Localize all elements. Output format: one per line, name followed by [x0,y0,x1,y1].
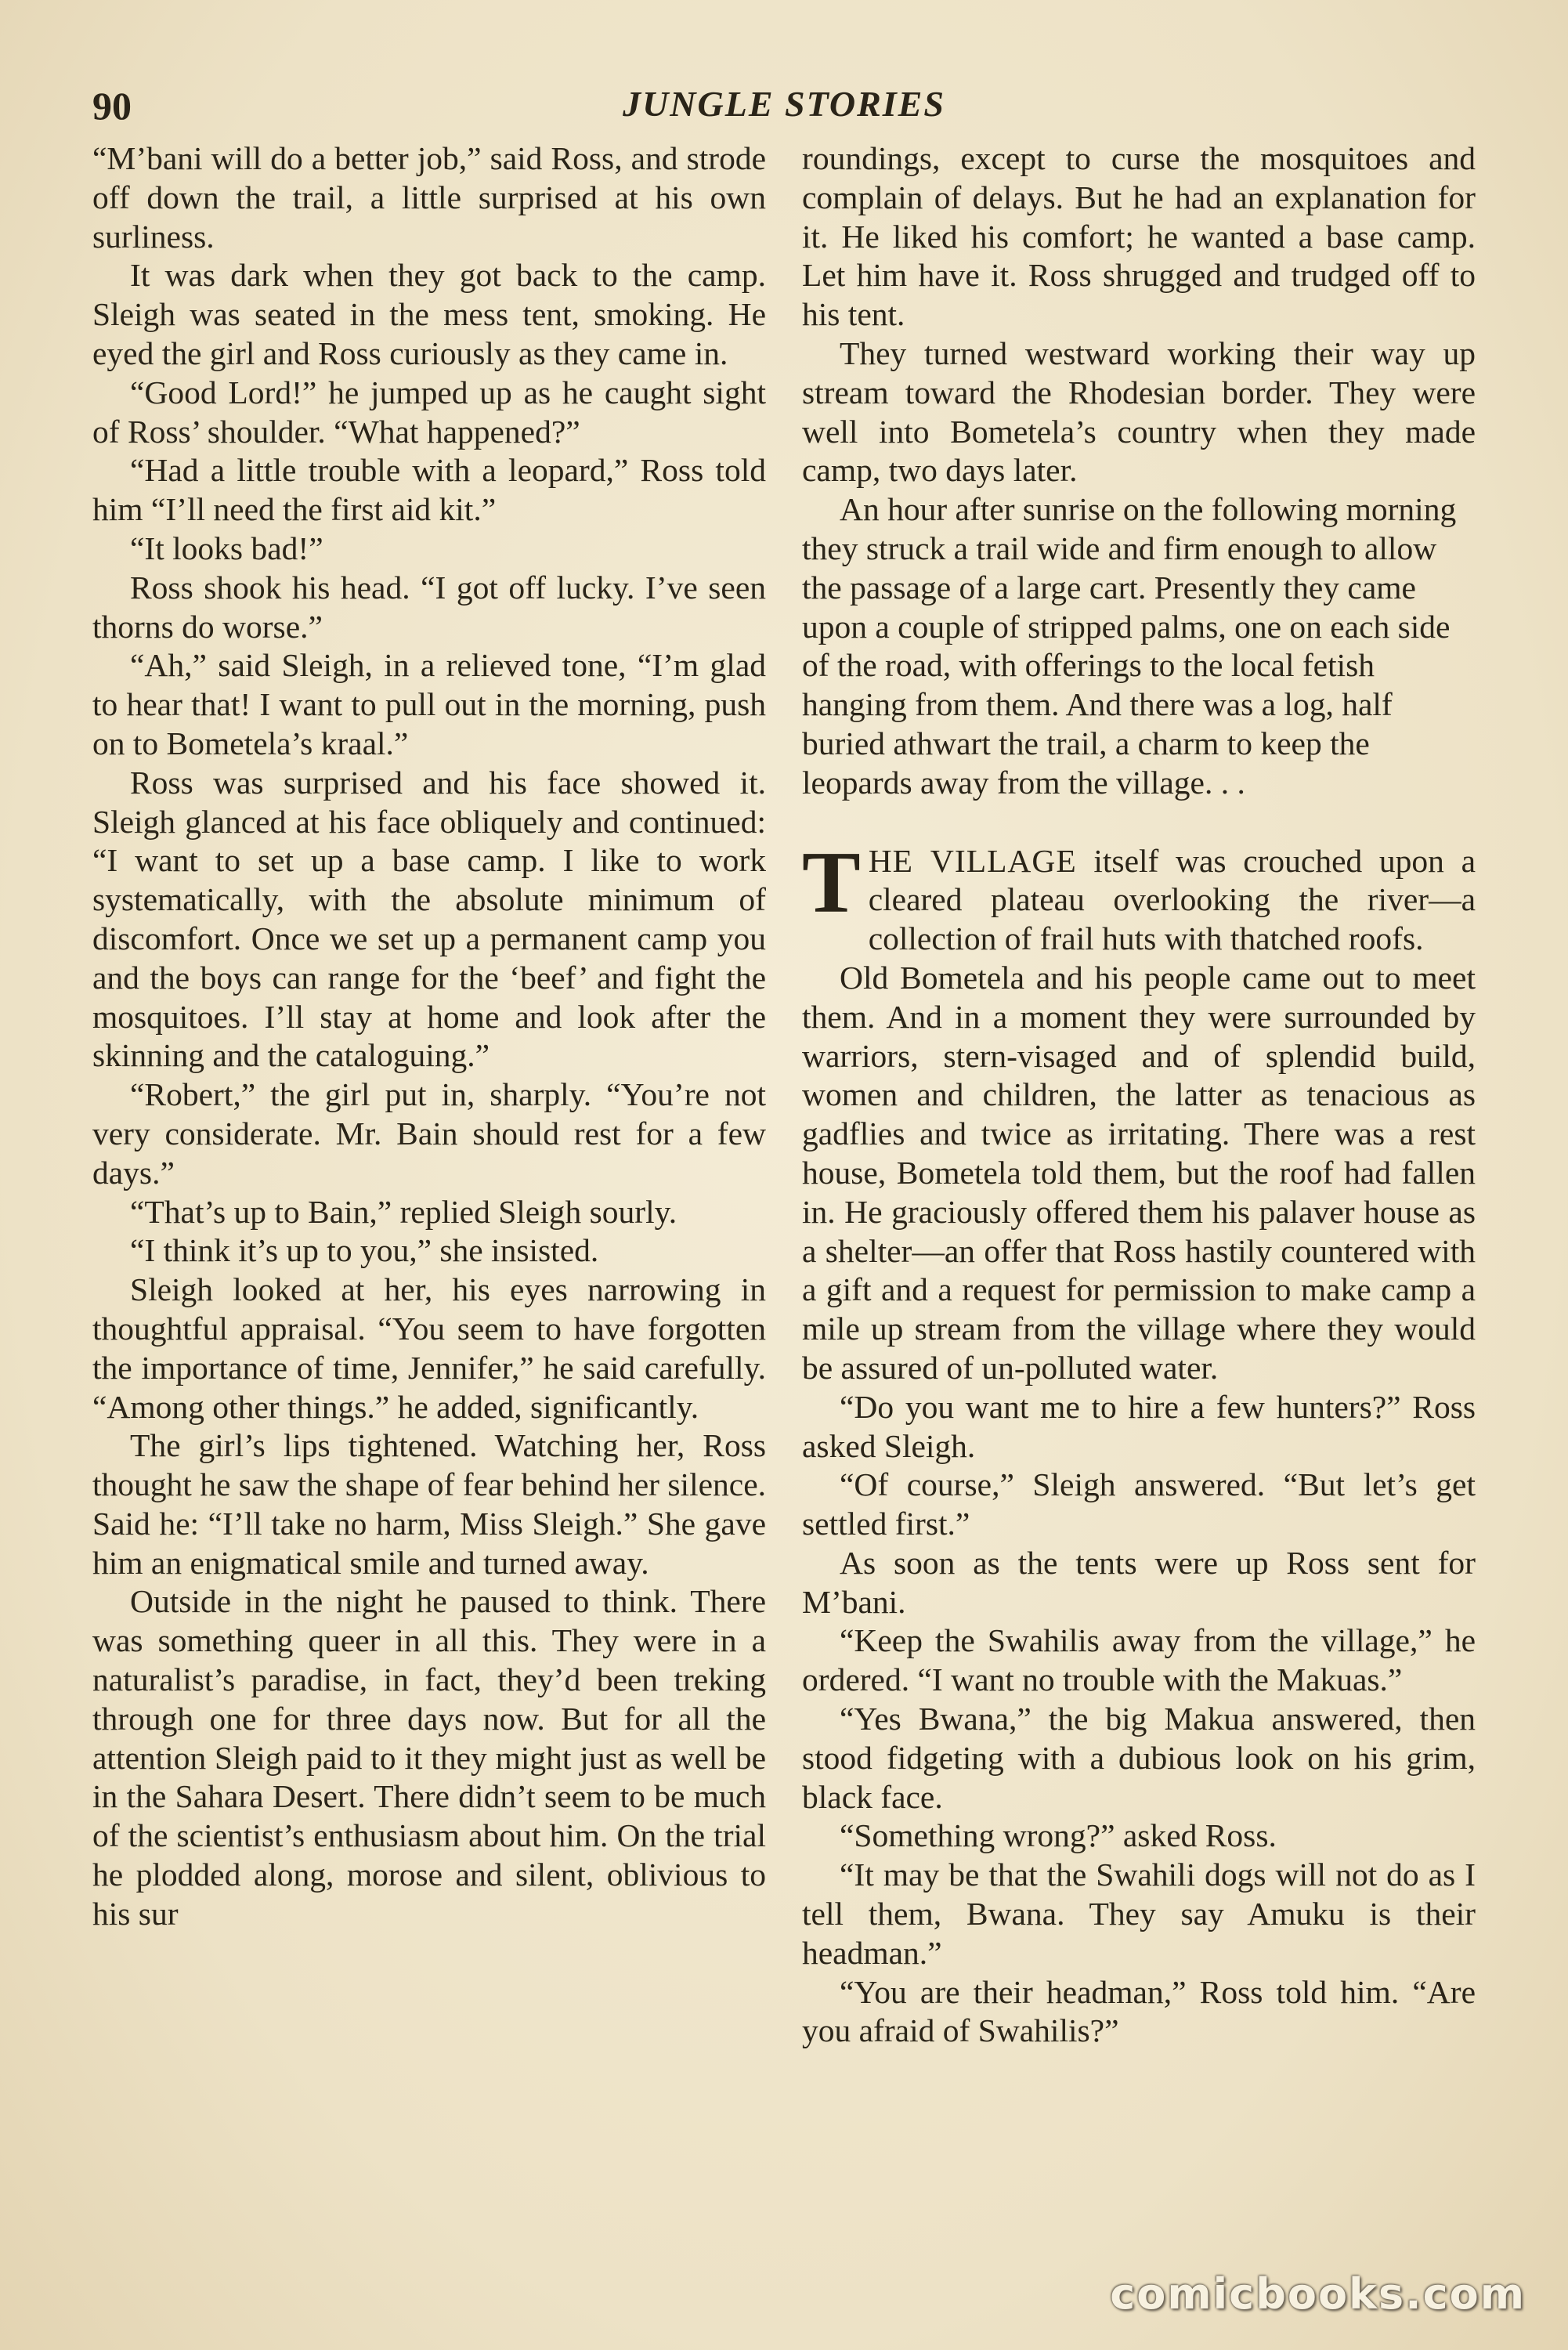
paragraph: “That’s up to Bain,” replied Sleigh sourly. [130,1193,677,1230]
page-number: 90 [92,84,132,128]
paragraph: It was dark when they got back to the camp. Sleigh was seated in the mess tent, smoking. He eyed the girl and Ross curiously as they came in. [92,257,766,371]
paragraph: “Of course,” Sleigh answered. “But let’s get settled first.” [802,1466,1476,1542]
paragraph: “Something wrong?” asked Ross. [840,1817,1277,1854]
paragraph: “You are their headman,” Ross told him. “Are you afraid of Swahilis?” [802,1973,1476,2049]
section-opening-text: itself was crouched upon a cleared plateau overlooking the river—a collection of frail huts with thatched roofs. [868,842,1476,957]
paragraph: Outside in the night he paused to think. There was something queer in all this. They were in a naturalist’s paradise, in fact, they’d been treking through one for three days now. But for all the attention Sleigh paid to it they might just as well be in the Sahara Desert. There didn’t seem to be much of the scientist’s enthusiasm about him. On the trial he plodded along, morose and silent, oblivious to his sur [92,1583,766,1932]
paragraph: Ross was surprised and his face showed it. Sleigh glanced at his face obliquely and continued: “I want to set up a base camp. I like to work systematically, with the absolute minimum of discomfort. Once we set up a permanent camp you and the boys can range for the ‘beef’ and fight the mosquitoes. I’ll stay at home and look after the skinning and the cataloguing.” [92,764,766,1074]
paragraph: “It may be that the Swahili dogs will not do as I tell them, Bwana. They say Amuku is their headman.” [802,1856,1476,1971]
running-title: JUNGLE STORIES [623,84,945,124]
right-column [802,139,1476,2051]
paragraph: “Had a little trouble with a leopard,” Ross told him “I’ll need the first aid kit.” [92,452,766,528]
paragraph: “Good Lord!” he jumped up as he caught sight of Ross’ shoulder. “What happened?” [92,374,766,450]
section-opening-paragraph [802,833,1476,959]
paragraph: roundings, except to curse the mosquitoes and complain of delays. But he had an explanation for it. He liked his comfort; he wanted a base camp. Let him have it. Ross shrugged and trudged off to his tent. [802,140,1476,333]
paragraph: Sleigh looked at her, his eyes narrowing in thoughtful appraisal. “You seem to have forgotten the importance of time, Jennifer,” he said carefully. “Among other things.” he added, significantly. [92,1271,766,1425]
paragraph: Old Bometela and his people came out to meet them. And in a moment they were surrounded by warriors, stern-visaged and of splendid build, women and children, the latter as tenacious as gadflies and twice as irritating. There was a rest house, Bometela told them, but the roof had fallen in. He graciously offered them his palaver house as a shelter—an offer that Ross hastily countered with a gift and a request for permission to make camp a mile up stream from the village where they would be assured of un-polluted water. [802,959,1476,1386]
paragraph: “Yes Bwana,” the big Makua answered, then stood fidgeting with a dubious look on his grim, black face. [802,1701,1476,1815]
paragraph: They turned westward working their way up stream toward the Rhodesian border. They were well into Bometela’s country when they made camp, two days later. [802,334,1476,489]
page-header [0,83,1568,138]
left-column [92,139,766,1934]
paragraph: “It looks bad!” [130,530,323,566]
paragraph: “Do you want me to hire a few hunters?” Ross asked Sleigh. [802,1388,1476,1464]
paragraph: Ross shook his head. “I got off lucky. I’ve seen thorns do worse.” [92,569,766,645]
paragraph: An hour after sunrise on the following morning they struck a trail wide and firm enough to allow the passage of a large cart. Presently they came upon a couple of stripped palms, one on each side of the road, with offerings to the local fetish hanging from them. And there was a log, half buried athwart the trail, a charm to keep the leopards away from the village. . . [802,491,1457,801]
paragraph: “M’bani will do a better job,” said Ross, and strode off down the trail, a little surprised at his own surliness. [92,140,766,255]
watermark: comicbooks.com [1110,2269,1526,2319]
paragraph: “Robert,” the girl put in, sharply. “You’re not very considerate. Mr. Bain should rest for a few days.” [92,1076,766,1191]
paragraph: “Ah,” said Sleigh, in a relieved tone, “I’m glad to hear that! I want to pull out in the morning, push on to Bometela’s kraal.” [92,647,766,761]
paragraph: As soon as the tents were up Ross sent for M’bani. [802,1544,1476,1620]
paragraph: The girl’s lips tightened. Watching her, Ross thought he saw the shape of fear behind her silence. Said he: “I’ll take no harm, Miss Sleigh.” She gave him an enigmatical smile and turned away. [92,1427,766,1581]
paragraph: “Keep the Swahilis away from the village,” he ordered. “I want no trouble with the Makuas.” [802,1622,1476,1698]
section-opening-caps: HE VILLAGE [868,842,1077,879]
paragraph: “I think it’s up to you,” she insisted. [130,1232,599,1269]
drop-cap: T [802,833,861,931]
